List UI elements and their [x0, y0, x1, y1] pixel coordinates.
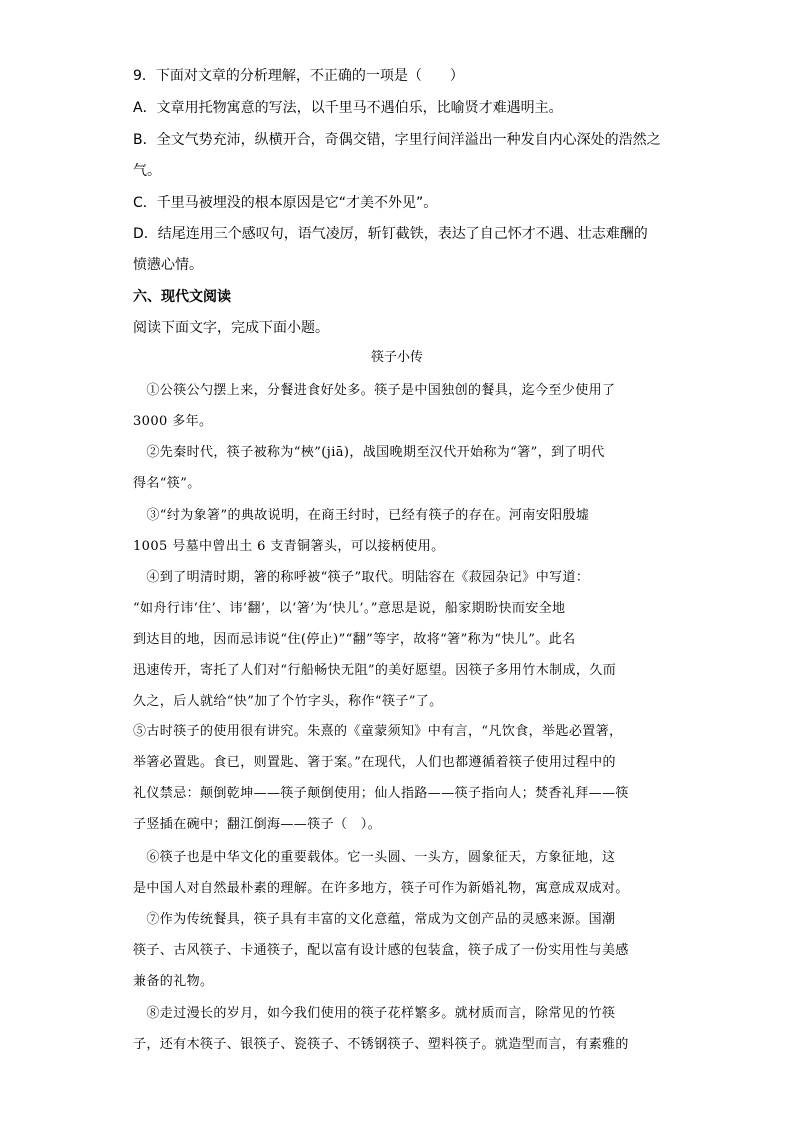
- question-9-option-a: A．文章用托物寓意的写法，以千里马不遇伯乐，比喻贤才难遇明主。: [133, 100, 563, 116]
- article-line: 兼备的礼物。: [133, 974, 214, 989]
- article-line: 1005 号墓中曾出土 6 支青铜箸头，可以接柄使用。: [133, 539, 445, 554]
- article-line: 迅速传开，寄托了人们对“行船畅快无阻”的美好愿望。因筷子多用竹木制成，久而: [133, 663, 617, 678]
- article-line: ④到了明清时期，箸的称呼被“筷子”取代。明陆容在《菽园杂记》中写道：: [133, 570, 590, 585]
- article-line: 久之，后人就给“快”加了个竹字头，称作“筷子”了。: [133, 694, 443, 709]
- article-line: 举箸必置匙。食已，则置匙、箸于案。”在现代，人们也都遵循着筷子使用过程中的: [133, 755, 616, 770]
- article-line: ⑤古时筷子的使用很有讲究。朱熹的《童蒙须知》中有言，“凡饮食，举匙必置箸，: [133, 724, 623, 739]
- section-heading: 六、现代文阅读: [133, 289, 231, 305]
- question-9-option-d-line-2: 愤懑心情。: [133, 257, 203, 273]
- question-9-option-b-line-1: B．全文气势充沛，纵横开合，奇偶交错，字里行间洋溢出一种发自内心深处的浩然之: [133, 132, 661, 148]
- article-line: ⑦作为传统餐具，筷子具有丰富的文化意蕴，常成为文创产品的灵感来源。国潮: [133, 912, 616, 927]
- article-line: ①公筷公勺摆上来，分餐进食好处多。筷子是中国独创的餐具，迄今至少使用了: [133, 383, 616, 398]
- article-line: 得名“筷”。: [133, 476, 201, 491]
- article-line: ⑧走过漫长的岁月，如今我们使用的筷子花样繁多。就材质而言，除常见的竹筷: [133, 1006, 616, 1021]
- question-9-option-d-line-1: D．结尾连用三个感叹句，语气凌厉，斩钉截铁，表达了自己怀才不遇、壮志难酬的: [133, 226, 648, 242]
- article-line: 3000 多年。: [133, 414, 213, 429]
- article-line: ②先秦时代，筷子被称为“梜”(jiā)，战国晚期至汉代开始称为“箸”，到了明代: [133, 445, 605, 460]
- article-line: 子，还有木筷子、银筷子、瓷筷子、不锈钢筷子、塑料筷子。就造型而言，有素雅的: [133, 1037, 629, 1052]
- article-line: 筷子、古风筷子、卡通筷子，配以富有设计感的包装盒，筷子成了一份实用性与美感: [133, 943, 629, 958]
- article-line: 礼仪禁忌：颠倒乾坤——筷子颠倒使用；仙人指路——筷子指向人；焚香礼拜——筷: [133, 786, 629, 801]
- article-line: ⑥筷子也是中华文化的重要载体。它一头圆、一头方，圆象征天，方象征地，这: [133, 850, 616, 865]
- article-line: ③“纣为象箸”的典故说明，在商王纣时，已经有筷子的存在。河南安阳殷墟: [133, 508, 590, 523]
- article-title: 筷子小传: [370, 350, 423, 365]
- article-line: 到达目的地，因而忌讳说“住(停止)”“翻”等字，故将“箸”称为“快儿”。此名: [133, 632, 576, 647]
- question-9-stem: 9．下面对文章的分析理解，不正确的一项是（ ）: [133, 68, 464, 84]
- article-line: 子竖插在碗中；翻江倒海——筷子（ ）。: [133, 817, 382, 832]
- question-9-option-c: C．千里马被埋没的根本原因是它“才美不外见”。: [133, 195, 438, 211]
- question-9-option-b-line-2: 气。: [133, 163, 161, 179]
- article-line: 是中国人对自然最朴素的理解。在许多地方，筷子可作为新婚礼物，寓意成双成对。: [133, 881, 629, 896]
- section-instruction: 阅读下面文字，完成下面小题。: [133, 320, 329, 336]
- article-line: “如舟行讳‘住’、讳‘翻’，以‘箸’为‘快儿’。”意思是说，船家期盼快而安全地: [133, 601, 566, 616]
